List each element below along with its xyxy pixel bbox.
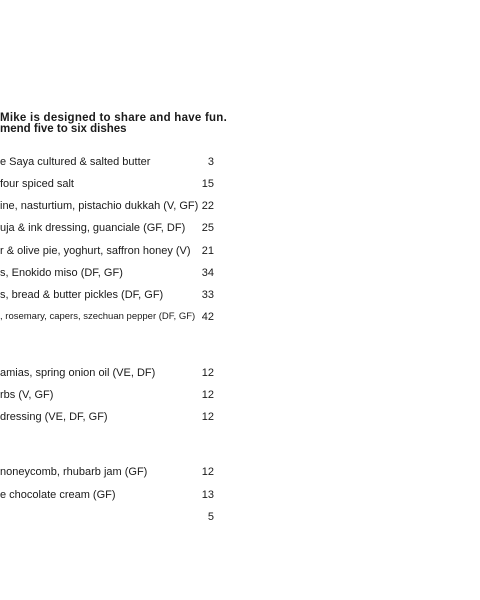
menu-item-description: uja & ink dressing, guanciale (GF, DF) xyxy=(0,222,186,234)
menu-item xyxy=(0,487,214,503)
menu-item-price: 12 xyxy=(201,389,214,401)
menu-item-price: 12 xyxy=(201,466,214,478)
menu-item-price: 12 xyxy=(201,367,214,379)
menu-item-price: 15 xyxy=(201,178,214,190)
intro-line-1: Mike is designed to share and have fun. xyxy=(0,112,228,124)
menu-item xyxy=(0,464,214,480)
menu-item-price: 34 xyxy=(201,267,214,279)
menu-item-description: s, bread & butter pickles (DF, GF) xyxy=(0,289,164,301)
menu-item-description: amias, spring onion oil (VE, DF) xyxy=(0,367,156,379)
menu-item xyxy=(0,509,214,525)
menu-item-price: 42 xyxy=(201,311,214,323)
menu-item-description: , rosemary, capers, szechuan pepper (DF, GF) xyxy=(0,311,196,322)
menu-item xyxy=(0,387,214,403)
menu-item-description: s, Enokido miso (DF, GF) xyxy=(0,267,123,279)
menu-item-price: 22 xyxy=(201,200,214,212)
intro-line-2: mend five to six dishes xyxy=(0,123,127,135)
menu-item xyxy=(0,365,214,381)
menu-item xyxy=(0,198,214,214)
menu-item-price: 13 xyxy=(201,489,214,501)
menu-item-description: r & olive pie, yoghurt, saffron honey (V) xyxy=(0,245,191,257)
menu-item-price: 5 xyxy=(207,511,214,523)
menu-item-description: e chocolate cream (GF) xyxy=(0,489,116,501)
menu-item xyxy=(0,243,214,259)
menu-item-price: 12 xyxy=(201,411,214,423)
menu-item-description: rbs (V, GF) xyxy=(0,389,54,401)
menu-item xyxy=(0,409,214,425)
menu-item-description: four spiced salt xyxy=(0,178,74,190)
menu-item xyxy=(0,176,214,192)
menu-item xyxy=(0,287,214,303)
menu-item-description: dressing (VE, DF, GF) xyxy=(0,411,108,423)
menu-item-price: 25 xyxy=(201,222,214,234)
menu-intro xyxy=(0,113,240,135)
menu-item-price: 33 xyxy=(201,289,214,301)
menu-item xyxy=(0,154,214,170)
menu-item-price: 21 xyxy=(201,245,214,257)
menu-item xyxy=(0,220,214,236)
menu-item-description: ine, nasturtium, pistachio dukkah (V, GF) xyxy=(0,200,199,212)
menu-item xyxy=(0,265,214,281)
menu-item-price: 3 xyxy=(207,156,214,168)
menu-item xyxy=(0,309,214,325)
menu-item-description: noneycomb, rhubarb jam (GF) xyxy=(0,466,148,478)
menu-item-description: e Saya cultured & salted butter xyxy=(0,156,151,168)
